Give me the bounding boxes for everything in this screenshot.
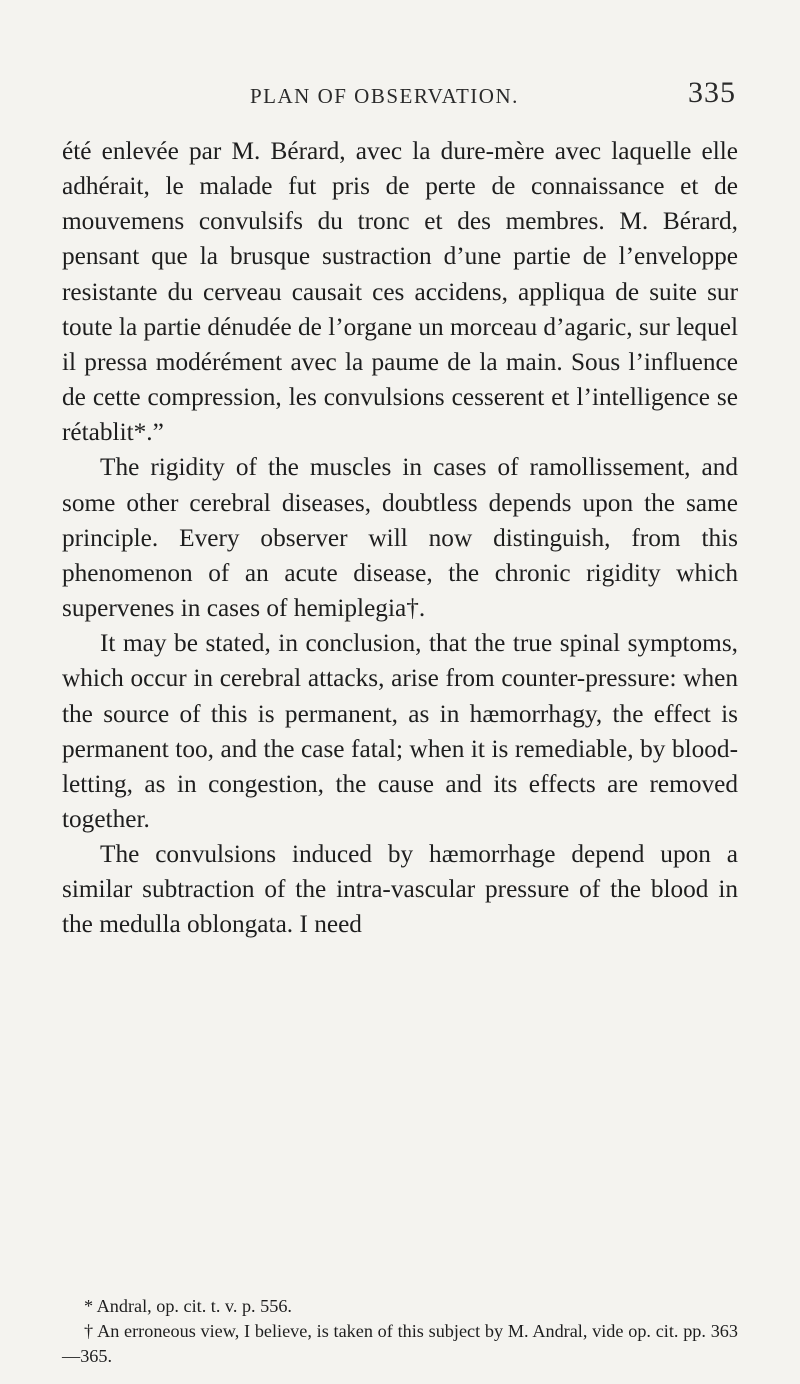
footnote-dagger: † An erroneous view, I believe, is taken of this subject by M. Andral, vide op. cit. pp. 363—365. xyxy=(62,1321,738,1366)
body-text xyxy=(62,134,738,943)
page-number: 335 xyxy=(688,76,736,109)
page-header xyxy=(62,78,738,118)
footnote-asterisk: * Andral, op. cit. t. v. p. 556. xyxy=(84,1296,292,1316)
paragraph-quote-continuation: été enlevée par M. Bérard, avec la dure-mère avec laquelle elle adhérait, le malade fut pris de perte de connaissance et de mouvemens convulsifs du tronc et des membres. M. Bérard, pensant que la brusque sustraction d’une partie de l’enveloppe resistante du cerveau causait ces accidens, appliqua de suite sur toute la partie dénudée de l’organe un morceau d’agaric, sur lequel il pressa modérément avec la paume de la main. Sous l’influence de cette compression, les convulsions cesserent et l’intelligence se rétablit*.” xyxy=(62,137,738,447)
paragraph-conclusion: It may be stated, in conclusion, that the true spinal symptoms, which occur in cerebral attacks, arise from counter-pressure: when the source of this is permanent, as in hæmorrhagy, the effect is permanent too, and the case fatal; when it is remediable, by blood-letting, as in congestion, the cause and its effects are removed together. xyxy=(62,629,738,833)
paragraph-rigidity: The rigidity of the muscles in cases of ramollissement, and some other cerebral diseases, doubtless depends upon the same principle. Every observer will now distinguish, from this phenomenon of an acute disease, the chronic rigidity which supervenes in cases of hemiplegia†. xyxy=(62,453,738,623)
footnotes xyxy=(62,1294,738,1369)
running-head: PLAN OF OBSERVATION. xyxy=(250,84,519,108)
paragraph-convulsions: The convulsions induced by hæmorrhage depend upon a similar subtraction of the intra-vascular pressure of the blood in the medulla oblongata. I need xyxy=(62,840,738,939)
